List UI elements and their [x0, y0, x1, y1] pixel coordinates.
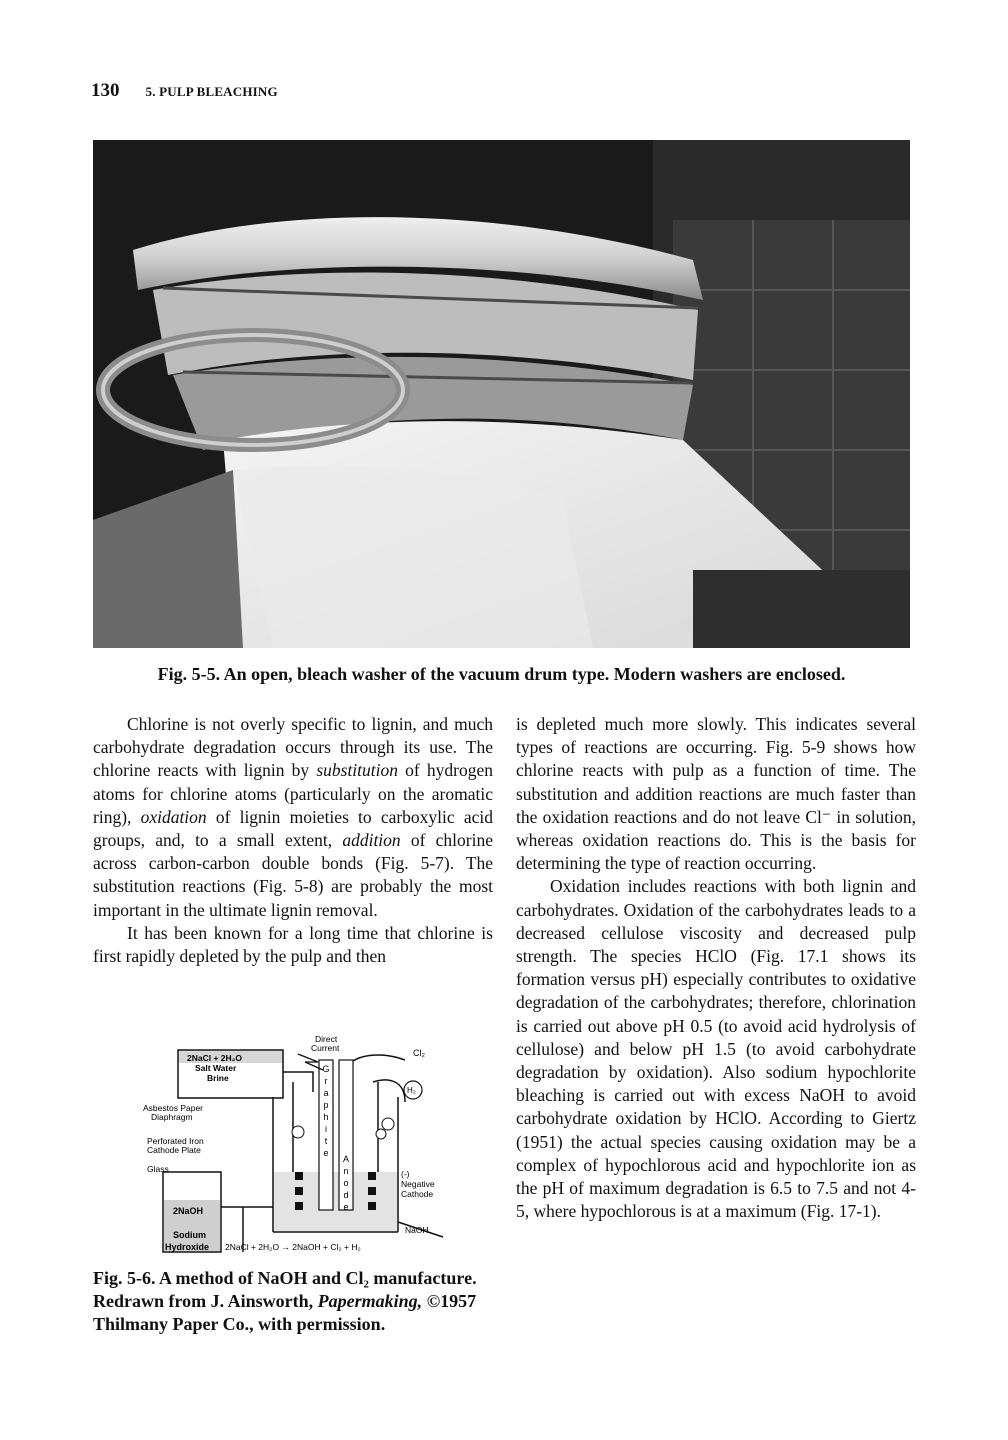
- label-current: Current: [311, 1043, 340, 1053]
- anode-letter: o: [343, 1178, 349, 1188]
- emphasis-substitution: substitution: [316, 760, 399, 781]
- bleach-washer-photo: [93, 140, 910, 648]
- graphite-letter: h: [323, 1112, 329, 1122]
- label-perforated: Perforated Iron: [147, 1136, 204, 1146]
- paragraph: Oxidation includes reactions with both lignin and carbohydrates. Oxidation of the carbohydrates leads to a decreased cellulose viscosity and decreased pulp strength. The species HClO (Fig. 17.1 shows its formation versus pH) especially contributes to oxidative degradation of the carbohydrates; therefore, chlorination is carried out above pH 0.5 (to avoid acid hydrolysis of cellulose) and below pH 1.5 (to avoid carbohydrate degradation by oxidation). Also sodium hypochlorite bleaching is carried out with excess NaOH to avoid carbohydrate oxidation by HClO. According to Giertz (1951) the actual species causing oxidation may be a complex of hypochlorous acid and hypochlorite ion as the pH of maximum degradation is 6.5 to 7.5 and not 4-5, where hypochlorous is at a maximum (Fig. 17-1).: [516, 876, 916, 1222]
- paragraph: [93, 713, 493, 922]
- label-hydroxide: Hydroxide: [165, 1242, 210, 1252]
- anode-letter: n: [343, 1166, 349, 1176]
- paragraph: It has been known for a long time that chlorine is first rapidly depleted by the pulp and then: [93, 922, 493, 967]
- graphite-letter: p: [323, 1100, 329, 1110]
- emphasis-oxidation: oxidation: [140, 806, 207, 827]
- left-column: [93, 713, 493, 968]
- page-number: 130: [91, 80, 120, 101]
- label-minus: (-): [401, 1169, 410, 1179]
- label-brine-formula: 2NaCl + 2H₂O: [187, 1053, 243, 1063]
- caption-text: ©1957 Thilmany Paper Co., with permission.: [93, 1291, 477, 1334]
- graphite-letter: e: [323, 1148, 329, 1158]
- figure-5-5-caption: Fig. 5-5. An open, bleach washer of the vacuum drum type. Modern washers are enclosed.: [157, 664, 846, 684]
- label-diaphragm: Diaphragm: [151, 1112, 193, 1122]
- figure-5-6-caption: [93, 1267, 498, 1336]
- text-run: of hydrogen atoms for chlorine atoms (particularly on the aromatic ring),: [93, 760, 493, 827]
- electrolytic-cell-diagram: [143, 1032, 463, 1262]
- label-cl2: Cl₂: [413, 1048, 425, 1058]
- label-direct: Direct: [315, 1034, 338, 1044]
- label-equation: 2NaCl + 2H₂O → 2NaOH + Cl₂ + H₂: [225, 1242, 361, 1252]
- right-column: [516, 713, 916, 1223]
- graphite-letter: G: [322, 1064, 330, 1074]
- text-run: of chlorine across carbon-carbon double bonds (Fig. 5-7). The substitution reactions (Fig. 5-8) are probably the most important in the ultimate lignin removal.: [93, 830, 493, 920]
- page-header: [91, 80, 278, 104]
- graphite-letter: r: [324, 1076, 328, 1086]
- anode-letter: A: [342, 1154, 350, 1164]
- label-sodium: Sodium: [173, 1230, 206, 1240]
- label-salt-water: Salt Water: [195, 1063, 237, 1073]
- label-negative: Negative: [401, 1179, 435, 1189]
- label-asbestos: Asbestos Paper: [143, 1103, 204, 1113]
- text-run: of lignin moieties to carboxylic acid groups, and, to a small extent,: [93, 806, 493, 851]
- text-run: Chlorine is not overly specific to lignin, and much carbohydrate degradation occurs through its use. The chlorine reacts with lignin by: [93, 714, 493, 781]
- paragraph: is depleted much more slowly. This indicates several types of reactions are occurring. Fig. 5-9 shows how chlorine reacts with pulp as a function of time. The substitution and addition reactions are much faster than the oxidation reactions and do not leave Cl⁻ in solution, whereas oxidation reactions do. This is the basis for determining the type of reaction occurring.: [516, 714, 916, 874]
- graphite-letter: t: [324, 1136, 328, 1146]
- label-cathode: Cathode: [401, 1189, 434, 1199]
- label-h2: H₂: [407, 1086, 416, 1095]
- label-2naoh: 2NaOH: [173, 1206, 204, 1216]
- emphasis-addition: addition: [342, 830, 401, 851]
- graphite-letter: i: [325, 1124, 327, 1134]
- caption-source-title: Papermaking,: [317, 1291, 423, 1311]
- label-cathode-plate: Cathode Plate: [147, 1145, 201, 1155]
- label-naoh-outlet: NaOH: [405, 1225, 429, 1235]
- anode-letter: d: [343, 1190, 349, 1200]
- caption-text: Fig. 5-6. A method of NaOH and Cl₂ manufacture. Redrawn from J. Ainsworth,: [93, 1268, 477, 1311]
- anode-letter: e: [343, 1202, 349, 1212]
- graphite-letter: a: [323, 1088, 329, 1098]
- label-brine: Brine: [207, 1073, 229, 1083]
- label-glass: Glass: [147, 1164, 169, 1174]
- running-head: 5. PULP BLEACHING: [145, 84, 278, 99]
